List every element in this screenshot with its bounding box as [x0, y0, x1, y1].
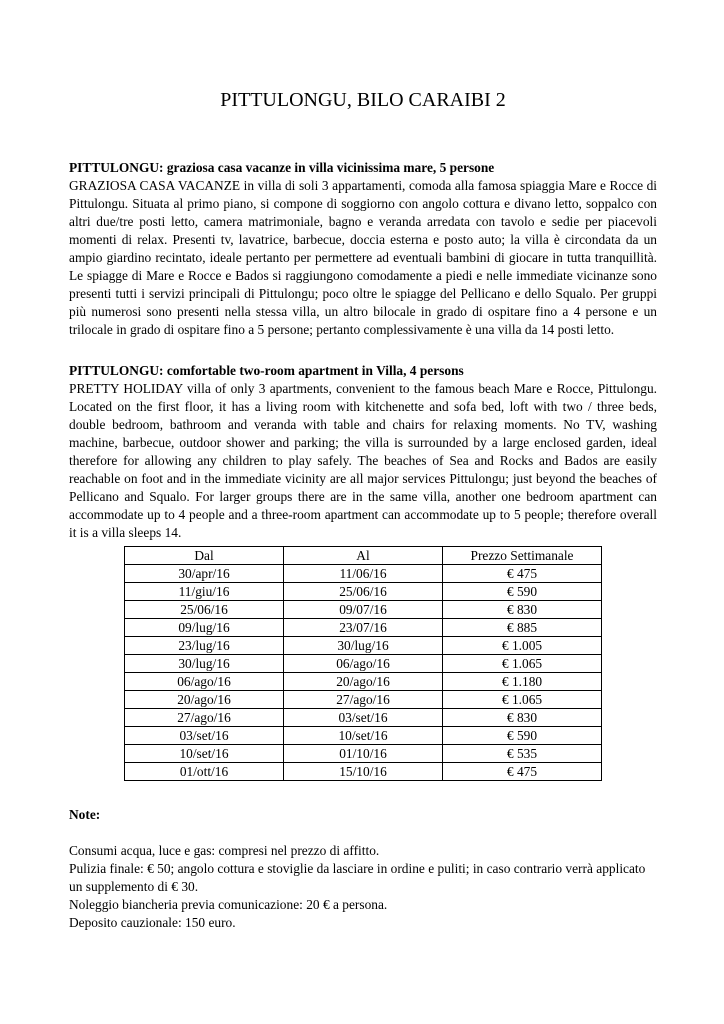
italian-heading: PITTULONGU: graziosa casa vacanze in villa vicinissima mare, 5 persone — [69, 160, 495, 175]
cell-to: 01/10/16 — [284, 745, 443, 763]
cell-from: 20/ago/16 — [125, 691, 284, 709]
cell-to: 15/10/16 — [284, 763, 443, 781]
cell-price: € 590 — [443, 583, 602, 601]
notes-section — [69, 806, 657, 932]
table-row — [125, 619, 602, 637]
cell-price: € 475 — [443, 565, 602, 583]
cell-to: 03/set/16 — [284, 709, 443, 727]
table-row — [125, 601, 602, 619]
table-row — [125, 565, 602, 583]
cell-price: € 1.065 — [443, 691, 602, 709]
cell-to: 20/ago/16 — [284, 673, 443, 691]
table-row — [125, 673, 602, 691]
header-dal: Dal — [125, 547, 284, 565]
cell-from: 09/lug/16 — [125, 619, 284, 637]
cell-price: € 830 — [443, 601, 602, 619]
cell-to: 23/07/16 — [284, 619, 443, 637]
cell-from: 30/lug/16 — [125, 655, 284, 673]
header-prezzo: Prezzo Settimanale — [443, 547, 602, 565]
cell-price: € 830 — [443, 709, 602, 727]
note-linen-rental: Noleggio biancheria previa comunicazione: 20 € a persona. — [69, 897, 388, 912]
table-row — [125, 691, 602, 709]
cell-price: € 1.180 — [443, 673, 602, 691]
cell-to: 10/set/16 — [284, 727, 443, 745]
cell-from: 10/set/16 — [125, 745, 284, 763]
cell-price: € 885 — [443, 619, 602, 637]
table-row — [125, 637, 602, 655]
english-description: PRETTY HOLIDAY villa of only 3 apartments, convenient to the famous beach Mare e Rocce, Pittulongu. Located on the first floor, it has a living room with kitchenette and sofa bed, loft with two / three beds, double bedroom, bathroom and veranda with table and chairs for relaxing moments. No TV, washing machine, barbecue, outdoor shower and parking; the villa is surrounded by a large enclosed garden, ideal therefore for allowing any children to play safely. The beaches of Sea and Rocks and Bados are easily reachable on foot and in the immediate vicinity are all major services Pittulongu; just beyond the beaches of Pellicano and Squalo. For larger groups there are in the same villa, another one bedroom apartment can accommodate up to 4 people and a three-room apartment can accommodate up to 5 people; therefore overall it is a villa sleeps 14. — [69, 381, 657, 540]
cell-from: 06/ago/16 — [125, 673, 284, 691]
table-row — [125, 727, 602, 745]
cell-from: 11/giu/16 — [125, 583, 284, 601]
cell-from: 27/ago/16 — [125, 709, 284, 727]
cell-price: € 475 — [443, 763, 602, 781]
note-consumption: Consumi acqua, luce e gas: compresi nel prezzo di affitto. — [69, 843, 380, 858]
note-security-deposit: Deposito cauzionale: 150 euro. — [69, 915, 236, 930]
table-row — [125, 583, 602, 601]
cell-from: 01/ott/16 — [125, 763, 284, 781]
price-table — [124, 546, 602, 781]
cell-to: 30/lug/16 — [284, 637, 443, 655]
table-row — [125, 745, 602, 763]
note-final-cleaning: Pulizia finale: € 50; angolo cottura e stoviglie da lasciare in ordine e puliti; in caso contrario verrà applicato un supplemento di € 30. — [69, 861, 646, 894]
notes-title: Note: — [69, 807, 101, 822]
header-al: Al — [284, 547, 443, 565]
cell-from: 03/set/16 — [125, 727, 284, 745]
cell-price: € 1.065 — [443, 655, 602, 673]
cell-to: 27/ago/16 — [284, 691, 443, 709]
english-heading: PITTULONGU: comfortable two-room apartment in Villa, 4 persons — [69, 363, 464, 378]
cell-from: 23/lug/16 — [125, 637, 284, 655]
page-title: PITTULONGU, BILO CARAIBI 2 — [220, 89, 506, 111]
cell-to: 09/07/16 — [284, 601, 443, 619]
cell-from: 30/apr/16 — [125, 565, 284, 583]
english-section — [69, 362, 657, 542]
cell-to: 11/06/16 — [284, 565, 443, 583]
cell-from: 25/06/16 — [125, 601, 284, 619]
cell-price: € 535 — [443, 745, 602, 763]
table-row — [125, 709, 602, 727]
cell-to: 06/ago/16 — [284, 655, 443, 673]
table-row — [125, 763, 602, 781]
italian-description: GRAZIOSA CASA VACANZE in villa di soli 3 appartamenti, comoda alla famosa spiaggia Mare e Rocce di Pittulongu. Situata al primo piano, si compone di soggiorno con angolo cottura e divano letto, soppalco con altri due/tre posti letto, camera matrimoniale, bagno e veranda arredata con tavolo e sedie per piacevoli momenti di relax. Presenti tv, lavatrice, barbecue, doccia esterna e posto auto; la villa è circondata da un ampio giardino recintato, ideale pertanto per permettere ad eventuali bambini di giocare in tutta tranquillità. Le spiagge di Mare e Rocce e Bados si raggiungono comodamente a piedi e nelle immediate vicinanze sono presenti tutti i servizi principali di Pittulongu; poco oltre le spiagge del Pellicano e dello Squalo. Per gruppi più numerosi sono presenti nella stessa villa, un altro bilocale in grado di ospitare fino a 4 persone e un trilocale in grado di ospitare fino a 5 persone; pertanto complessivamente è una villa da 14 posti letto. — [69, 178, 657, 337]
cell-price: € 1.005 — [443, 637, 602, 655]
italian-section — [69, 159, 657, 339]
table-row — [125, 655, 602, 673]
cell-to: 25/06/16 — [284, 583, 443, 601]
cell-price: € 590 — [443, 727, 602, 745]
price-table-header-row — [125, 547, 602, 565]
